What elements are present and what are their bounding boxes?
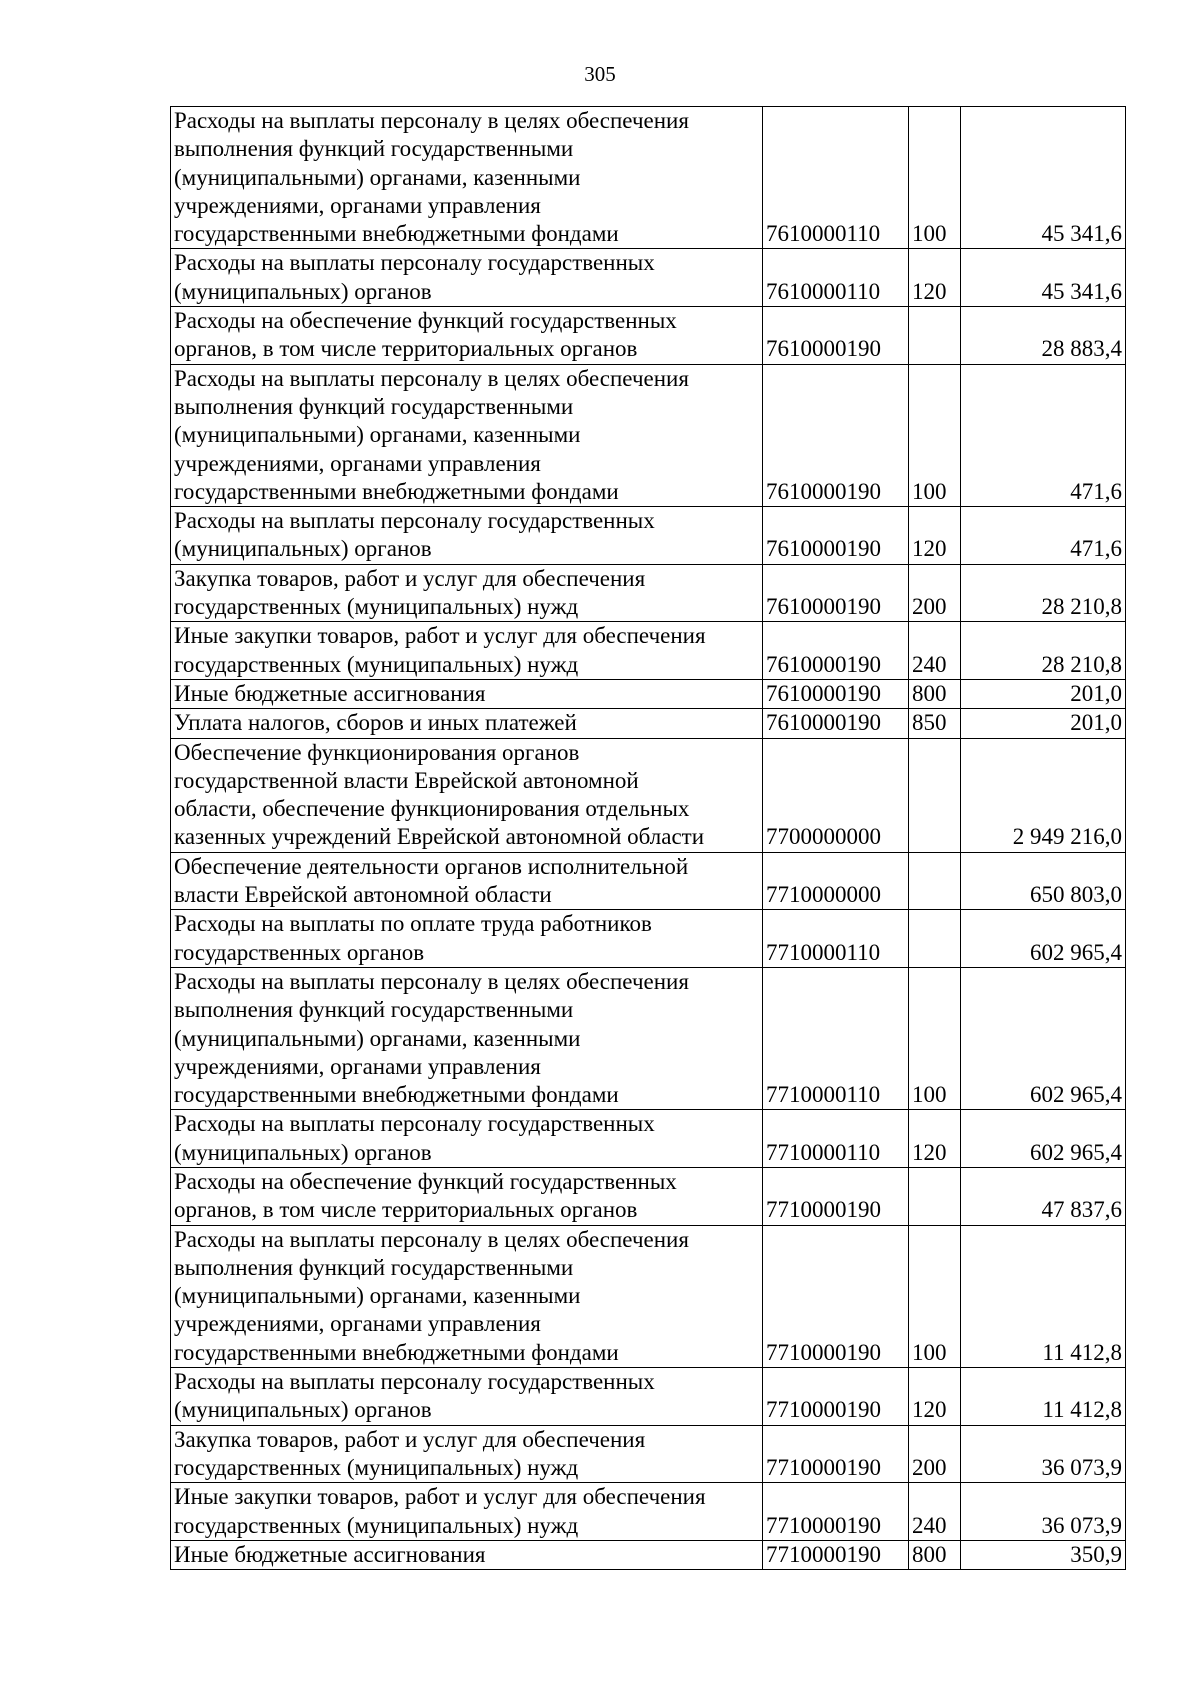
table-row — [171, 679, 1126, 708]
expense-name-line: Уплата налогов, сборов и иных платежей — [174, 710, 577, 736]
target-article-code-cell: 7710000190 — [763, 1425, 909, 1483]
amount-cell: 650 803,0 — [961, 852, 1126, 910]
table-row — [171, 564, 1126, 622]
expense-type-code-cell: 800 — [909, 679, 961, 708]
expense-name-line: государственных (муниципальных) нужд — [174, 1454, 579, 1480]
expense-name-cell — [171, 1368, 763, 1426]
table-row — [171, 1483, 1126, 1541]
amount-cell: 350,9 — [961, 1540, 1126, 1569]
amount-cell: 201,0 — [961, 679, 1126, 708]
table-row — [171, 107, 1126, 249]
expense-type-code-cell — [909, 852, 961, 910]
expense-name-line: Закупка товаров, работ и услуг для обеспечения — [174, 1426, 646, 1452]
expense-type-code-cell — [909, 307, 961, 365]
expense-name-line: казенных учреждений Еврейской автономной области — [174, 824, 705, 850]
expense-name-line: выполнения функций государственными — [174, 393, 574, 419]
budget-table-body — [171, 107, 1126, 1570]
expense-type-code-cell: 240 — [909, 1483, 961, 1541]
amount-cell: 602 965,4 — [961, 967, 1126, 1109]
target-article-code-cell: 7610000190 — [763, 564, 909, 622]
expense-name-line: области, обеспечение функционирования отдельных — [174, 796, 690, 822]
expense-name-line: Расходы на выплаты персоналу в целях обеспечения — [174, 108, 689, 133]
expense-name-line: (муниципальных) органов — [174, 278, 432, 304]
amount-cell: 2 949 216,0 — [961, 738, 1126, 852]
expense-type-code-cell: 100 — [909, 364, 961, 506]
expense-name-cell — [171, 1167, 763, 1225]
expense-name-line: Расходы на выплаты по оплате труда работников — [174, 911, 652, 937]
amount-cell: 201,0 — [961, 709, 1126, 738]
table-row — [171, 910, 1126, 968]
target-article-code-cell: 7710000190 — [763, 1167, 909, 1225]
expense-name-line: (муниципальными) органами, казенными — [174, 1025, 581, 1051]
expense-name-cell — [171, 1110, 763, 1168]
expense-name-line: государственных органов — [174, 939, 425, 965]
target-article-code-cell: 7610000110 — [763, 249, 909, 307]
expense-name-cell — [171, 1225, 763, 1367]
expense-name-line: государственными внебюджетными фондами — [174, 1339, 619, 1365]
expense-type-code-cell: 200 — [909, 564, 961, 622]
target-article-code-cell: 7710000110 — [763, 910, 909, 968]
expense-name-line: Расходы на выплаты персоналу в целях обеспечения — [174, 1226, 689, 1252]
amount-cell: 28 883,4 — [961, 307, 1126, 365]
expense-name-line: Обеспечение функционирования органов — [174, 739, 580, 765]
target-article-code-cell: 7610000190 — [763, 709, 909, 738]
expense-name-line: (муниципальных) органов — [174, 1139, 432, 1165]
expense-name-line: Иные бюджетные ассигнования — [174, 680, 486, 706]
target-article-code-cell: 7610000190 — [763, 507, 909, 565]
expense-name-line: Расходы на выплаты персоналу государственных — [174, 1369, 655, 1395]
expense-name-line: Иные бюджетные ассигнования — [174, 1541, 486, 1567]
target-article-code-cell: 7710000190 — [763, 1368, 909, 1426]
target-article-code-cell: 7710000000 — [763, 852, 909, 910]
expense-type-code-cell: 850 — [909, 709, 961, 738]
expense-name-cell — [171, 910, 763, 968]
expense-name-line: власти Еврейской автономной области — [174, 882, 552, 908]
table-row — [171, 1225, 1126, 1367]
amount-cell: 11 412,8 — [961, 1225, 1126, 1367]
expense-name-cell — [171, 507, 763, 565]
target-article-code-cell: 7710000190 — [763, 1225, 909, 1367]
target-article-code-cell: 7710000190 — [763, 1540, 909, 1569]
expense-name-cell — [171, 967, 763, 1109]
table-row — [171, 1167, 1126, 1225]
expense-name-cell — [171, 1483, 763, 1541]
table-row — [171, 1110, 1126, 1168]
expense-name-line: выполнения функций государственными — [174, 997, 574, 1023]
expense-type-code-cell: 120 — [909, 1368, 961, 1426]
expense-name-line: Расходы на обеспечение функций государственных — [174, 308, 677, 334]
expense-name-cell — [171, 307, 763, 365]
budget-table — [170, 106, 1126, 1570]
expense-name-line: (муниципальными) органами, казенными — [174, 164, 581, 190]
page-number: 305 — [584, 62, 616, 86]
amount-cell: 45 341,6 — [961, 249, 1126, 307]
table-row — [171, 622, 1126, 680]
expense-name-line: Расходы на выплаты персоналу государственных — [174, 508, 655, 534]
table-row — [171, 249, 1126, 307]
expense-name-line: государственных (муниципальных) нужд — [174, 594, 579, 620]
target-article-code-cell: 7710000110 — [763, 967, 909, 1109]
expense-name-cell — [171, 564, 763, 622]
expense-type-code-cell: 100 — [909, 1225, 961, 1367]
expense-name-cell — [171, 852, 763, 910]
expense-name-line: учреждениями, органами управления — [174, 450, 541, 476]
target-article-code-cell: 7610000110 — [763, 107, 909, 249]
expense-name-line: государственными внебюджетными фондами — [174, 221, 619, 247]
expense-name-line: (муниципальными) органами, казенными — [174, 422, 581, 448]
expense-name-line: органов, в том числе территориальных органов — [174, 1197, 638, 1223]
target-article-code-cell: 7610000190 — [763, 622, 909, 680]
table-row — [171, 507, 1126, 565]
target-article-code-cell: 7610000190 — [763, 679, 909, 708]
expense-type-code-cell: 800 — [909, 1540, 961, 1569]
amount-cell: 36 073,9 — [961, 1425, 1126, 1483]
amount-cell: 47 837,6 — [961, 1167, 1126, 1225]
target-article-code-cell: 7710000190 — [763, 1483, 909, 1541]
expense-name-cell — [171, 709, 763, 738]
table-row — [171, 967, 1126, 1109]
expense-name-line: государственной власти Еврейской автономной — [174, 767, 639, 793]
expense-type-code-cell: 120 — [909, 249, 961, 307]
table-row — [171, 738, 1126, 852]
expense-type-code-cell — [909, 1167, 961, 1225]
expense-name-line: учреждениями, органами управления — [174, 1311, 541, 1337]
expense-type-code-cell: 240 — [909, 622, 961, 680]
expense-name-line: государственными внебюджетными фондами — [174, 478, 619, 504]
table-row — [171, 1425, 1126, 1483]
expense-name-line: Расходы на выплаты персоналу государственных — [174, 250, 655, 276]
expense-name-cell — [171, 1425, 763, 1483]
expense-name-line: государственных (муниципальных) нужд — [174, 1512, 579, 1538]
expense-type-code-cell: 120 — [909, 1110, 961, 1168]
expense-name-line: Расходы на выплаты персоналу государственных — [174, 1111, 655, 1137]
expense-name-cell — [171, 679, 763, 708]
table-row — [171, 852, 1126, 910]
expense-name-line: (муниципальными) органами, казенными — [174, 1283, 581, 1309]
expense-name-cell — [171, 364, 763, 506]
expense-name-line: (муниципальных) органов — [174, 1397, 432, 1423]
target-article-code-cell: 7610000190 — [763, 307, 909, 365]
expense-name-cell — [171, 107, 763, 249]
expense-type-code-cell: 100 — [909, 107, 961, 249]
expense-name-cell — [171, 622, 763, 680]
table-row — [171, 709, 1126, 738]
expense-name-line: выполнения функций государственными — [174, 1254, 574, 1280]
expense-name-cell — [171, 1540, 763, 1569]
expense-type-code-cell: 100 — [909, 967, 961, 1109]
amount-cell: 602 965,4 — [961, 910, 1126, 968]
expense-name-line: (муниципальных) органов — [174, 536, 432, 562]
expense-type-code-cell — [909, 910, 961, 968]
amount-cell: 11 412,8 — [961, 1368, 1126, 1426]
expense-name-cell — [171, 249, 763, 307]
expense-type-code-cell: 120 — [909, 507, 961, 565]
table-row — [171, 1540, 1126, 1569]
amount-cell: 471,6 — [961, 364, 1126, 506]
expense-type-code-cell: 200 — [909, 1425, 961, 1483]
amount-cell: 471,6 — [961, 507, 1126, 565]
target-article-code-cell: 7710000110 — [763, 1110, 909, 1168]
expense-name-line: Закупка товаров, работ и услуг для обеспечения — [174, 565, 646, 591]
expense-name-line: Расходы на обеспечение функций государственных — [174, 1168, 677, 1194]
expense-name-line: органов, в том числе территориальных органов — [174, 336, 638, 362]
table-row — [171, 307, 1126, 365]
amount-cell: 28 210,8 — [961, 564, 1126, 622]
table-row — [171, 1368, 1126, 1426]
expense-name-line: учреждениями, органами управления — [174, 1053, 541, 1079]
expense-name-line: государственными внебюджетными фондами — [174, 1082, 619, 1108]
expense-name-line: государственных (муниципальных) нужд — [174, 651, 579, 677]
amount-cell: 45 341,6 — [961, 107, 1126, 249]
amount-cell: 36 073,9 — [961, 1483, 1126, 1541]
expense-name-line: Иные закупки товаров, работ и услуг для обеспечения — [174, 623, 706, 649]
expense-name-line: Иные закупки товаров, работ и услуг для обеспечения — [174, 1484, 706, 1510]
amount-cell: 602 965,4 — [961, 1110, 1126, 1168]
table-row — [171, 364, 1126, 506]
expense-name-line: Расходы на выплаты персоналу в целях обеспечения — [174, 365, 689, 391]
expense-type-code-cell — [909, 738, 961, 852]
target-article-code-cell: 7610000190 — [763, 364, 909, 506]
expense-name-line: Обеспечение деятельности органов исполнительной — [174, 853, 689, 879]
amount-cell: 28 210,8 — [961, 622, 1126, 680]
expense-name-line: выполнения функций государственными — [174, 136, 574, 162]
target-article-code-cell: 7700000000 — [763, 738, 909, 852]
expense-name-cell — [171, 738, 763, 852]
expense-name-line: Расходы на выплаты персоналу в целях обеспечения — [174, 968, 689, 994]
expense-name-line: учреждениями, органами управления — [174, 192, 541, 218]
